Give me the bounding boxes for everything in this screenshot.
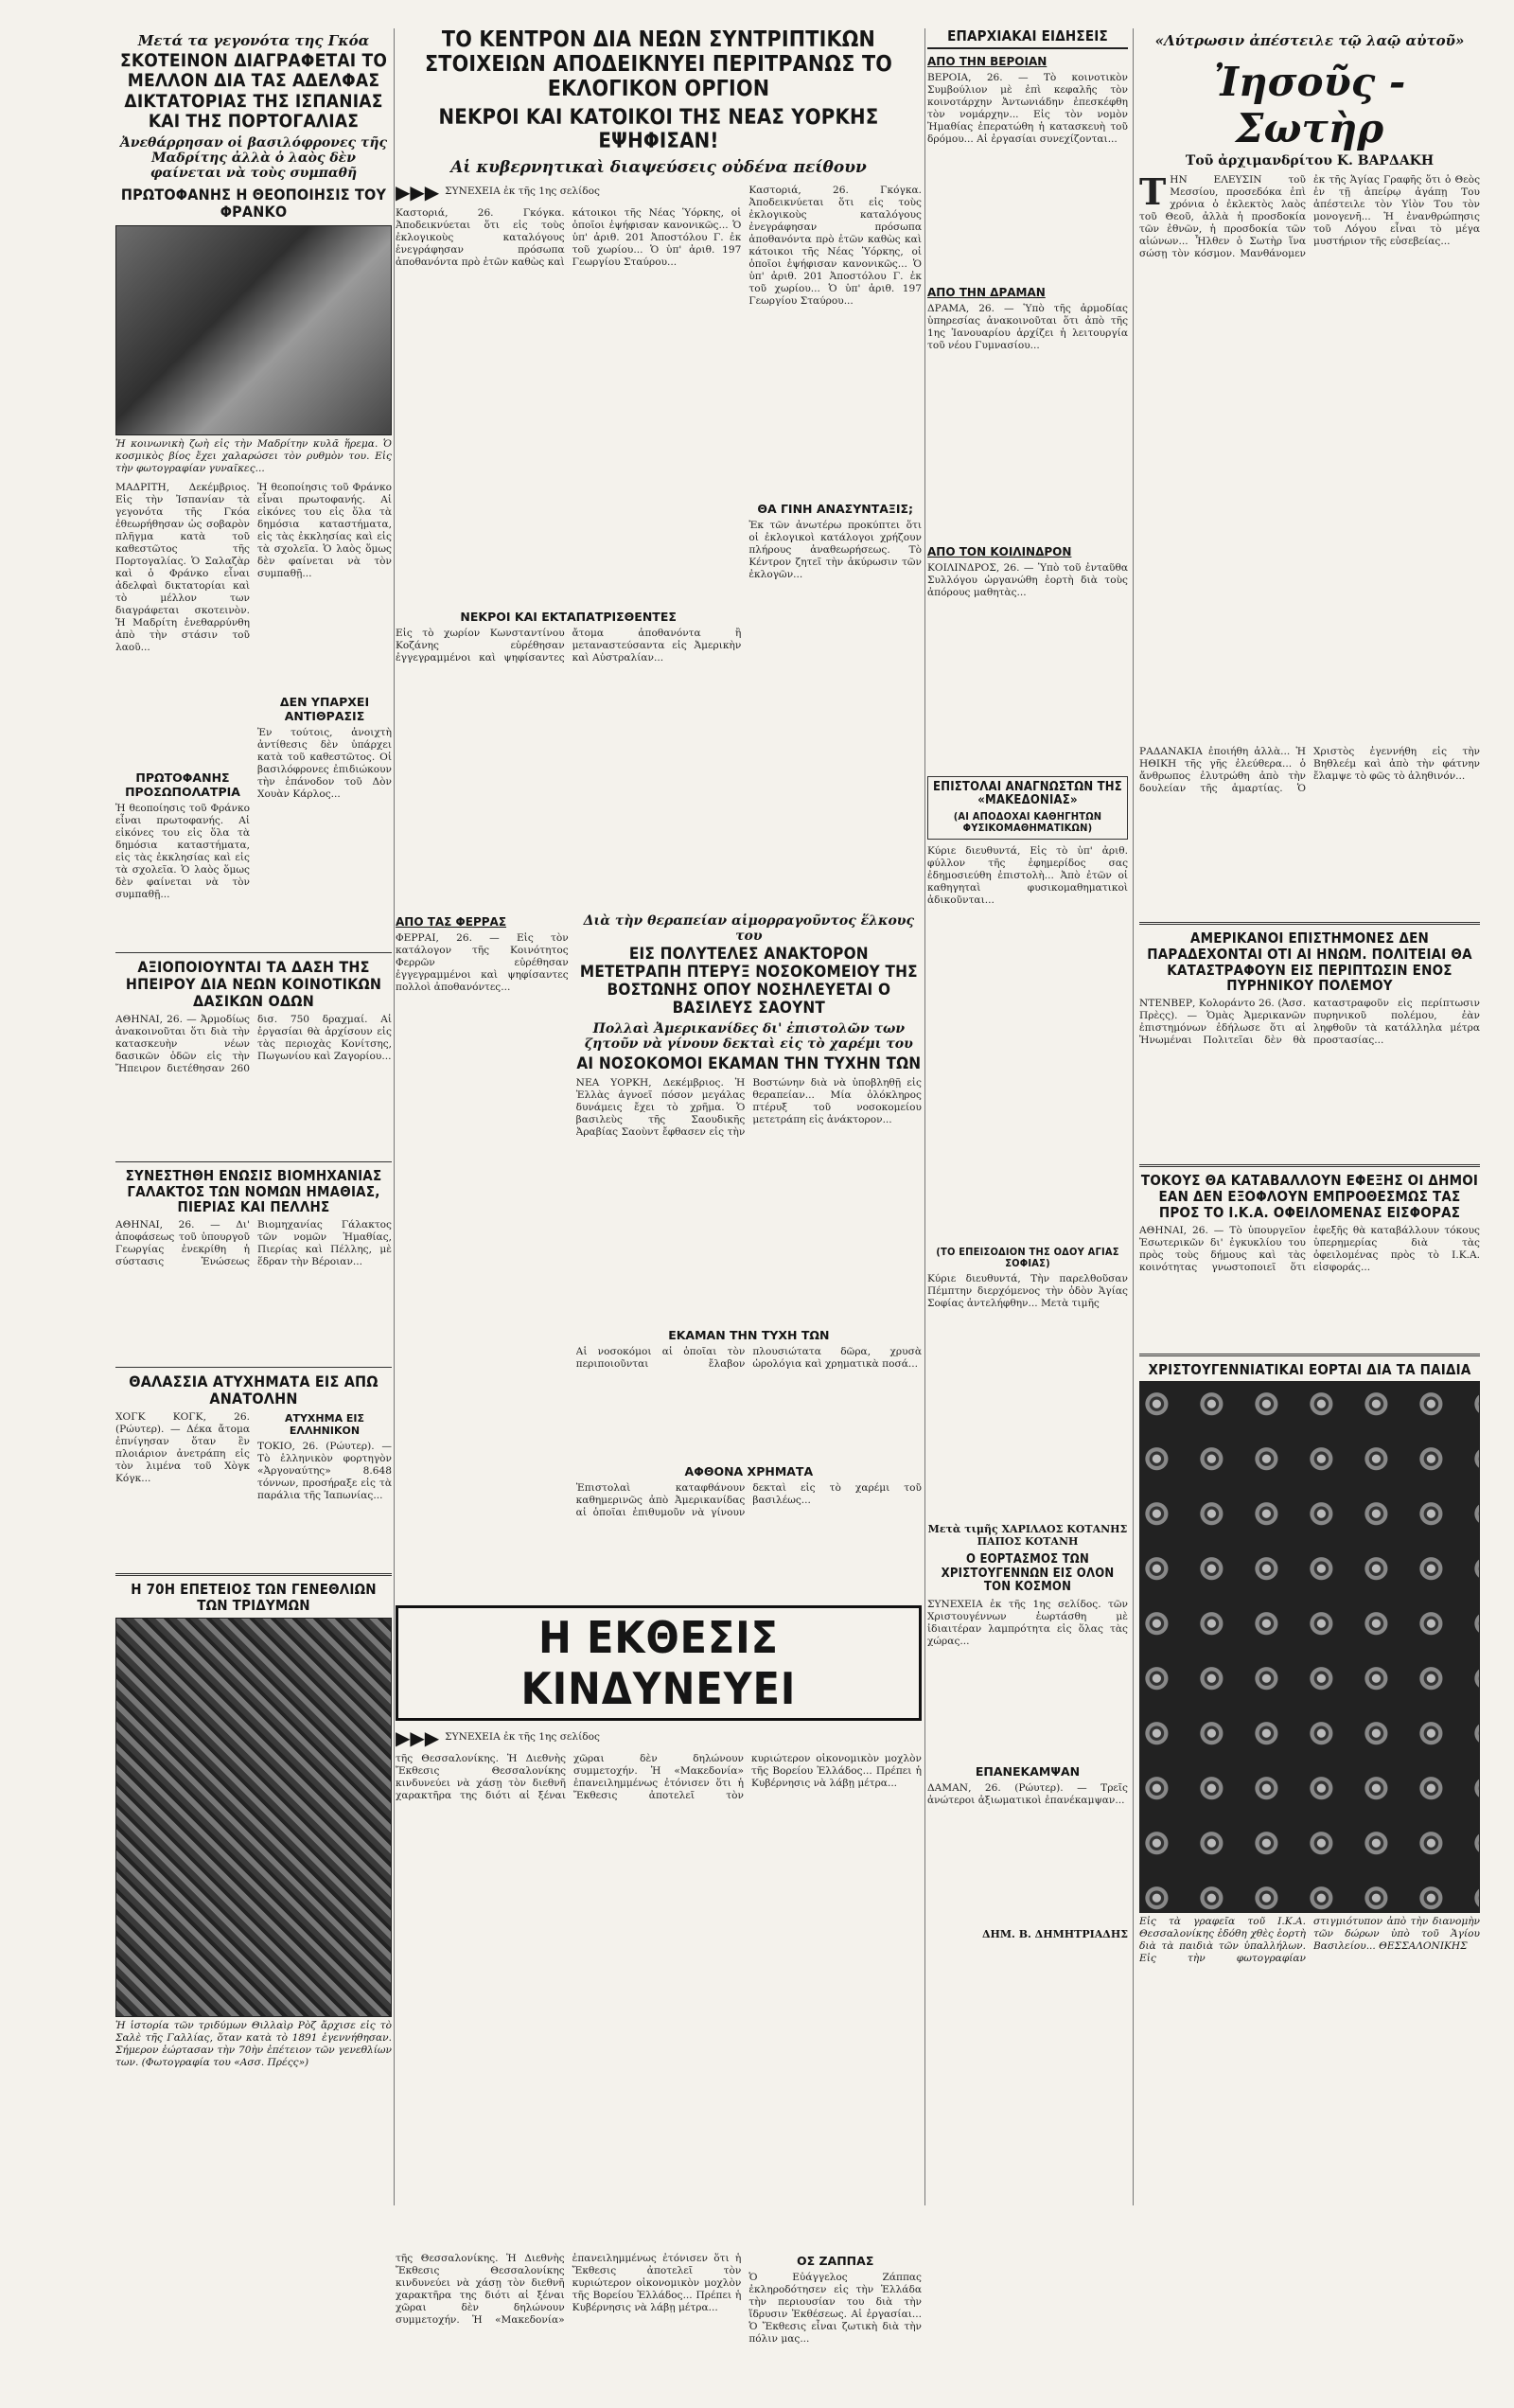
sermon-body — [1139, 174, 1480, 742]
expo-body: τῆς Θεσσαλονίκης. Ἡ Διεθνὴς Ἔκθεσις Θεσσαλονίκης κινδυνεύει νὰ χάσῃ τὸν διεθνῆ χαρακτῆρα της διότι αἱ ξέναι χῶραι δὲν δηλώνουν συμμετοχήν. Ἡ «Μακεδονία» ἐπανειλημμένως ἐτόνισεν ὅτι ἡ Ἔκθεσις ἀποτελεῖ τὸν κυριώτερον οἰκονομικὸν μοχλὸν τῆς Βορείου Ἑλλάδος... Πρέπει ἡ Κυβέρνησις νὰ λάβῃ μέτρα... — [396, 1752, 922, 1801]
ferres-article — [396, 910, 569, 1600]
children-caption: Εἰς τὰ γραφεῖα τοῦ Ι.Κ.Α. Θεσσαλονίκης ἐδόθη χθὲς ἑορτὴ διὰ τὰ παιδιὰ τῶν ὑπαλλήλων. Εἰς τὴν φωτογραφίαν στιγμιότυπον ἀπὸ τὴν διανομὴν τῶν δώρων ὑπὸ τοῦ Ἁγίου Βασιλείου... ΘΕΣΣΑΛΟΝΙΚΗΣ — [1139, 1916, 1480, 1965]
saud-body: ΝΕΑ ΥΟΡΚΗ, Δεκέμβριος. Ἡ Ἑλλὰς ἀγνοεῖ πόσον μεγάλας δυνάμεις ἔχει τὸ χρῆμα. Ὁ βασιλεὺς τῆς Σαουδικῆς Ἀραβίας Σαοὺντ ἔφθασεν εἰς τὴν Βοστώνην διὰ νὰ ὑποβληθῇ εἰς θεραπείαν... Μία ὁλόκληρος πτέρυξ τοῦ νοσοκομείου μετετράπη εἰς ἀνάκτορον... — [575, 1076, 922, 1138]
dead-body: Εἰς τὸ χωρίον Κωνσταντίνου Κοζάνης εὑρέθησαν ἐγγεγραμμένοι καὶ ψηφίσαντες ἄτομα ἀποθανόντα ἢ μεταναστεύσαντα εἰς Ἀμερικὴν καὶ Αὐστραλίαν... — [396, 627, 742, 664]
money-body: Ἐπιστολαὶ καταφθάνουν καθημερινῶς ἀπὸ Ἀμερικανίδας αἱ ὁποῖαι ἐπιθυμοῦν νὰ γίνουν δεκταὶ εἰς τὸ χαρέμι τοῦ βασιλέως... — [575, 1481, 922, 1518]
saud-subhead: Πολλαὶ Ἀμερικανίδες δι' ἐπιστολῶν των ζητοῦν νὰ γίνουν δεκταὶ εἰς τὸ χαρέμι του — [584, 1020, 913, 1052]
children-party-photo — [1139, 1381, 1480, 1913]
tyche-headline: ΕΚΑΜΑΝ ΤΗΝ ΤΥΧΗ ΤΩΝ — [668, 1327, 830, 1342]
franco-subhead: Ἀνεθάρρησαν οἱ βασιλόφρονες τῆς Μαδρίτης ἀλλὰ ὁ λαὸς δὲν φαίνεται νὰ τοὺς συμπαθῆ — [119, 135, 388, 182]
triplets-photo — [115, 1618, 392, 2017]
expo-continued: ΣΥΝΕΧΕΙΑ ἐκ τῆς 1ης σελίδος — [445, 1731, 600, 1744]
xmas-world-headline: Ο ΕΟΡΤΑΣΜΟΣ ΤΩΝ ΧΡΙΣΤΟΥΓΕΝΝΩΝ ΕΙΣ ΟΛΟΝ ΤΟΝ ΚΟΣΜΟΝ — [941, 1552, 1115, 1595]
forests-headline: ΑΞΙΟΠΟΙΟΥΝΤΑΙ ΤΑ ΔΑΣΗ ΤΗΣ ΗΠΕΙΡΟΥ ΔΙΑ ΝΕΩΝ ΚΟΙΝΟΤΙΚΩΝ ΔΑΣΙΚΩΝ ΟΔΩΝ — [125, 958, 382, 1010]
column-4 — [1139, 28, 1480, 2032]
drama-body: ΔΡΑΜΑ, 26. — Ὑπὸ τῆς ἀρμοδίας ὑπηρεσίας ἀνακοινοῦται ὅτι ἀπὸ τῆς 1ης Ἰανουαρίου ἀρχίζει ἡ λειτουργία τοῦ νέου Γυμνασίου... — [927, 302, 1128, 351]
dead-headline: ΝΕΚΡΟΙ ΚΑΙ ΕΚΤΑΠΑΤΡΙΣΘΕΝΤΕΣ — [460, 609, 677, 624]
children-headline: ΧΡΙΣΤΟΥΓΕΝΝΙΑΤΙΚΑΙ ΕΟΡΤΑΙ ΔΙΑ ΤΑ ΠΑΙΔΙΑ — [1148, 1360, 1471, 1378]
franco-body: ΜΑΔΡΙΤΗ, Δεκέμβριος. Εἰς τὴν Ἰσπανίαν τὰ γεγονότα τῆς Γκόα ἐθεωρήθησαν ὡς σοβαρὸν πλῆγμα κατὰ τοῦ καθεστῶτος τῆς Πορτογαλίας. Ὁ Σαλαζὰρ καὶ ὁ Φράνκο εἶναι ἀδελφαὶ δικτατορίαι καὶ τὸ μέλλον των διαγράφεται σκοτεινὸν. Ἡ Μαδρίτη ἐνεθαρρύνθη ἀπὸ τὴν στάσιν τοῦ λαοῦ... — [115, 481, 250, 653]
reorganization-body: Ἐκ τῶν ἀνωτέρω προκύπτει ὅτι οἱ ἐκλογικοὶ κατάλογοι χρήζουν πλήρους ἀναθεωρήσεως. Τὸ Κέντρον ζητεῖ τὴν ἀκύρωσιν τῶν ἐκλογῶν... — [748, 519, 922, 580]
franco-photo-caption: Ἡ κοινωνικὴ ζωὴ εἰς τὴν Μαδρίτην κυλᾶ ἥρεμα. Ὁ κοσμικὸς βίος ἔχει χαλαρώσει τὸν ρυθμὸν του. Εἰς τὴν φωτογραφίαν γυναῖκες... — [115, 437, 392, 474]
road-body: Κύριε διευθυντά, Τὴν παρελθοῦσαν Πέμπτην διερχόμενος τὴν ὁδὸν Ἁγίας Σοφίας ἀντελήφθην... Μετὰ τιμῆς — [927, 1273, 1128, 1310]
letters-body: Κύριε διευθυντά, Εἰς τὸ ὑπ' ἀριθ. φύλλον τῆς ἐφημερίδος σας ἐδημοσιεύθη ἐπιστολὴ... Ἀπὸ ἐτῶν οἱ καθηγηταὶ φυσικομαθηματικοὶ ἀδικοῦνται... — [927, 844, 1128, 906]
elections-headline: ΤΟ ΚΕΝΤΡΟΝ ΔΙΑ ΝΕΩΝ ΣΥΝΤΡΙΠΤΙΚΩΝ ΣΤΟΙΧΕΙΩΝ ΑΠΟΔΕΙΚΝΥΕΙ ΠΕΡΙΤΡΑΝΩΣ ΤΟ ΕΚΛΟΓΙΚΟΝ ΟΡΓΙΟΝ — [424, 27, 893, 101]
continued-arrow-icon: ▶▶▶ — [396, 180, 440, 204]
drama-headline: ΑΠΟ ΤΗΝ ΔΡΑΜΑΝ — [927, 285, 1046, 299]
koilindro-headline: ΑΠΟ ΤΟΝ ΚΟΙΛΙΝΔΡΟΝ — [927, 544, 1072, 558]
divider — [1139, 922, 1480, 925]
provincial-news-title: ΕΠΑΡΧΙΑΚΑΙ ΕΙΔΗΣΕΙΣ — [927, 28, 1128, 49]
repatriated-body: ΔΑΜΑΝ, 26. (Ρώυτερ). — Τρεῖς ἀνώτεροι ἀξιωματικοὶ ἐπανέκαμψαν... — [927, 1781, 1128, 1806]
column-3 — [927, 28, 1128, 1944]
zappas-headline: ΟΣ ΖΑΠΠΑΣ — [796, 2253, 874, 2268]
sermon-title: Ἰησοῦς - Σωτὴρ — [1213, 59, 1406, 151]
sea-sub-headline: ΑΤΥΧΗΜΑ ΕΙΣ ΕΛΛΗΝΙΚΟΝ — [284, 1411, 365, 1437]
sermon-body-text: ΗΝ ΕΛΕΥΣΙΝ τοῦ Μεσσίου, προσεδόκα ἐπὶ χρόνια ὁ ἐκλεκτὸς λαὸς τοῦ Θεοῦ, ἀλλὰ ἡ προσδοκία τῶν ἐθνῶν, ἡ προσδοκία τῶν αἰώνων... Ἦλθεν ὁ Σωτὴρ ἵνα σώσῃ τὸν κόσμον. Μανθάνομεν ἐκ τῆς Ἁγίας Γραφῆς ὅτι ὁ Θεὸς ἐν τῇ ἀπείρῳ ἀγάπῃ Του ἀπέστειλε τὸν Υἱὸν Του τὸν μονογενῆ... Ἡ ἐνανθρώπησις τοῦ Λόγου εἶναι τὸ μέγα μυστήριον τῆς εὐσεβείας... — [1139, 174, 1480, 259]
sermon-kicker: «Λύτρωσιν ἀπέστειλε τῷ λαῷ αὐτοῦ» — [1154, 32, 1465, 49]
saud-article — [576, 910, 922, 1600]
franco-section-headline: ΠΡΩΤΟΦΑΝΗΣ Η ΘΕΟΠΟΙΗΣΙΣ ΤΟΥ ΦΡΑΝΚΟ — [120, 186, 387, 221]
column-2 — [396, 28, 922, 2408]
divider — [115, 1161, 392, 1162]
dropcap: Τ — [1139, 174, 1167, 213]
madrid-photo — [115, 225, 392, 435]
koilindro-body: ΚΟΙΛΙΝΔΡΟΣ, 26. — Ὑπὸ τοῦ ἐνταῦθα Συλλόγου ὠργανώθη ἑορτὴ διὰ τοὺς ἀπόρους μαθητὰς... — [927, 561, 1128, 598]
divider — [1139, 1164, 1480, 1167]
franco-kicker: Μετά τα γεγονότα της Γκόα — [137, 32, 370, 49]
continued-arrow-icon: ▶▶▶ — [396, 1726, 440, 1749]
letters-headline: ΕΠΙΣΤΟΛΑΙ ΑΝΑΓΝΩΣΤΩΝ ΤΗΣ «ΜΑΚΕΔΟΝΙΑΣ» — [933, 779, 1122, 808]
veria-headline: ΑΠΟ ΤΗΝ ΒΕΡΟΙΑΝ — [927, 54, 1047, 68]
reorganization-headline: ΘΑ ΓΙΝΗ ΑΝΑΣΥΝΤΑΞΙΣ; — [757, 501, 914, 516]
tyche-body: Αἱ νοσοκόμοι αἱ ὁποῖαι τὸν περιποιοῦνται ἔλαβον πλουσιώτατα δῶρα, χρυσὰ ὡρολόγια καὶ χρηματικὰ ποσά... — [575, 1345, 922, 1370]
franco-headline: ΣΚΟΤΕΙΝΟΝ ΔΙΑΓΡΑΦΕΤΑΙ ΤΟ ΜΕΛΛΟΝ ΔΙΑ ΤΑΣ ΑΔΕΛΦΑΣ ΔΙΚΤΑΤΟΡΙΑΣ ΤΗΣ ΙΣΠΑΝΙΑΣ ΚΑΙ ΤΗΣ ΠΟΡΤΟΓΑΛΙΑΣ — [119, 50, 388, 132]
column-1 — [115, 28, 392, 967]
divider — [1139, 1354, 1480, 1356]
column-rule — [1133, 28, 1134, 2205]
repatriated-headline: ΕΠΑΝΕΚΑΜΨΑΝ — [975, 1763, 1081, 1779]
column-rule — [924, 28, 925, 2205]
americans-headline: ΑΜΕΡΙΚΑΝΟΙ ΕΠΙΣΤΗΜΟΝΕΣ ΔΕΝ ΠΑΡΑΔΕΧΟΝΤΑΙ ΟΤΙ ΑΙ ΗΝΩΜ. ΠΟΛΙΤΕΙΑΙ ΘΑ ΚΑΤΑΣΤΡΑΦΟΥΝ ΕΙΣ ΠΕΡΙΠΤΩΣΙΝ ΕΝΟΣ ΠΥΡΗΝΙΚΟΥ ΠΟΛΕΜΟΥ — [1147, 930, 1472, 995]
letters-box — [927, 776, 1128, 840]
elections-continued: ΣΥΝΕΧΕΙΑ ἐκ τῆς 1ης σελίδος — [445, 186, 600, 197]
divider — [115, 1367, 392, 1368]
xmas-world-body: ΣΥΝΕΧΕΙΑ ἐκ τῆς 1ης σελίδος. τῶν Χριστουγέννων ἑωρτάσθη μὲ ἰδιαιτέραν λαμπρότητα εἰς ὅλας τὰς χώρας... — [927, 1598, 1128, 1647]
letters-subhead: (ΑΙ ΑΠΟΔΟΧΑΙ ΚΑΘΗΓΗΤΩΝ ΦΥΣΙΚΟΜΑΘΗΜΑΤΙΚΩΝ) — [953, 809, 1102, 835]
franco-body-continued: Ἡ θεοποίησις τοῦ Φράνκο εἶναι πρωτοφανής. Αἱ εἰκόνες του εἰς ὅλα τὰ δημόσια καταστήματα, εἰς τὰς ἐκκλησίας καὶ εἰς τὰ σχολεῖα. Ὁ λαὸς ὅμως δὲν φαίνεται νὰ τὸν συμπαθῇ... — [257, 481, 392, 579]
divider — [115, 952, 392, 953]
americans-body: ΝΤΕΝΒΕΡ, Κολοράντο 26. (Ἀσσ. Πρὲςς). — Ὁμὰς Ἀμερικανῶν ἐπιστημόνων ἐδήλωσε ὅτι αἱ Ἡνωμέναι Πολιτεῖαι δὲν θὰ καταστραφοῦν εἰς περίπτωσιν πυρηνικοῦ πολέμου, ἐὰν ληφθοῦν τὰ κατάλληλα μέτρα προστασίας... — [1139, 998, 1480, 1047]
forests-article — [115, 947, 392, 2127]
interest-body: ΑΘΗΝΑΙ, 26. — Τὸ ὑπουργεῖον Ἐσωτερικῶν δι' ἐγκυκλίου του πρὸς τοὺς δήμους καὶ τὰς κοινότητας γνωστοποιεῖ ὅτι ἐφεξῆς θὰ καταβάλλουν τόκους ὑπερημερίας διὰ τὰς ὀφειλομένας πρὸς τὸ Ι.Κ.Α. εἰσφοράς... — [1139, 1224, 1480, 1273]
milk-body: ΑΘΗΝΑΙ, 26. — Δι' ἀποφάσεως τοῦ ὑπουργοῦ Γεωργίας ἐνεκρίθη ἡ σύστασις Ἑνώσεως Βιομηχανίας Γάλακτος τῶν νομῶν Ἠμαθίας, Πιερίας καὶ Πέλλης, μὲ ἕδραν τὴν Βέροιαν... — [115, 1219, 392, 1268]
interest-headline: ΤΟΚΟΥΣ ΘΑ ΚΑΤΑΒΑΛΛΟΥΝ ΕΦΕΞΗΣ ΟΙ ΔΗΜΟΙ ΕΑΝ ΔΕΝ ΕΞΟΦΛΟΥΝ ΕΜΠΡΟΘΕΣΜΩΣ ΤΑΣ ΠΡΟΣ ΤΟ Ι.Κ.Α. ΟΦΕΙΛΟΜΕΝΑΣ ΕΙΣΦΟΡΑΣ — [1140, 1172, 1479, 1221]
sermon-body-2: ΡΑΔΑΝΑΚΙΑ ἐποιήθη ἀλλὰ... Ἡ ΗΘΙΚΗ τῆς γῆς ἐλεύθερα... ὁ ἄνθρωπος ἐλυτρώθη ἀπὸ τὴν δουλείαν τῆς ἁμαρτίας. Ὁ Χριστὸς ἐγεννήθη εἰς τὴν Βηθλεέμ καὶ ἀπὸ τὴν φάτνην ἔλαμψε τὸ φῶς τὸ ἀληθινόν... — [1139, 746, 1480, 794]
franco-right-body: Ἐν τούτοις, ἀνοιχτὴ ἀντίθεσις δὲν ὑπάρχει κατὰ τοῦ καθεστῶτος. Οἱ βασιλόφρονες ἐπιδιώκουν τὴν ἐπάνοδον τοῦ Δὸν Χουὰν Κάρλος... — [257, 726, 392, 800]
divider — [115, 1573, 392, 1576]
sea-body: ΧΟΓΚ ΚΟΓΚ, 26. (Ρώυτερ). — Δέκα ἄτομα ἐπνίγησαν ὅταν ἓν πλοιάριον ἀνετράπη εἰς τὸν λιμένα τοῦ Χὸγκ Κόγκ... — [115, 1410, 250, 1484]
triplets-headline: Η 70Η ΕΠΕΤΕΙΟΣ ΤΩΝ ΓΕΝΕΘΛΙΩΝ ΤΩΝ ΤΡΙΔΥΜΩΝ — [131, 1580, 377, 1614]
triplets-caption: Ἡ ἱστορία τῶν τριδύμων Θιλλαὶρ Ρὸζ ἄρχισε εἰς τὸ Σαλὲ τῆς Γαλλίας, ὅταν κατὰ τὸ 1891 ἐγεννήθησαν. Σήμερον ἑώρτασαν τὴν 70ὴν ἐπέτειον τῶν γενεθλίων των. (Φωτογραφία του «Ασσ. Πρέςς») — [115, 2019, 392, 2068]
expo-banner: Η ΕΚΘΕΣΙΣ ΚΙΝΔΥΝΕΥΕΙ — [396, 1605, 922, 1721]
letters-signature: Μετὰ τιμῆς ΧΑΡΙΛΑΟΣ ΚΟΤΑΝΗΣ ΠΑΠΟΣ ΚΟΤΑΝΗ — [927, 1523, 1128, 1549]
sea-sub-body: ΤΟΚΙΟ, 26. (Ρώυτερ). — Τὸ ἑλληνικὸν φορτηγὸν «Ἀργοναύτης» 8.648 τόννων, προσήραξε εἰς τὰ παράλια τῆς Ἰαπωνίας... — [257, 1440, 392, 1501]
column-rule — [394, 28, 395, 2205]
zappas-body: Ὁ Εὐάγγελος Ζάππας ἐκληροδότησεν εἰς τὴν Ἑλλάδα τὴν περιουσίαν του διὰ τὴν ἵδρυσιν Ἐκθέσεως. Αἱ ἐργασίαι... Ὁ Ἔκθεσις εἶναι ζωτικὴ διὰ τὴν πόλιν μας... — [748, 2271, 922, 2345]
elections-subhead: Αἱ κυβερνητικαὶ διαψεύσεις οὐδένα πείθουν — [450, 157, 867, 177]
money-headline: ΑΦΘΟΝΑ ΧΡΗΜΑΤΑ — [684, 1463, 814, 1478]
road-headline: (ΤΟ ΕΠΕΙΣΟΔΙΟΝ ΤΗΣ ΟΔΟΥ ΑΓΙΑΣ ΣΟΦΙΑΣ) — [936, 1245, 1119, 1269]
sermon-author: Τοῦ ἀρχιμανδρίτου Κ. ΒΑΡΔΑΚΗ — [1185, 153, 1435, 168]
milk-headline: ΣΥΝΕΣΤΗΘΗ ΕΝΩΣΙΣ ΒΙΟΜΗΧΑΝΙΑΣ ΓΑΛΑΚΤΟΣ ΤΩΝ ΝΟΜΩΝ ΗΜΑΘΙΑΣ, ΠΙΕΡΙΑΣ ΚΑΙ ΠΕΛΛΗΣ — [125, 1166, 382, 1216]
franco-body-2: Ἡ θεοποίησις τοῦ Φράνκο εἶναι πρωτοφανής. Αἱ εἰκόνες του εἰς ὅλα τὰ δημόσια καταστήματα, εἰς τὰς ἐκκλησίας καὶ εἰς τὰ σχολεῖα. Ὁ λαὸς ὅμως δὲν φαίνεται νὰ τὸν συμπαθῇ... — [115, 802, 250, 900]
forests-body: ΑΘΗΝΑΙ, 26. — Ἀρμοδίως ἀνακοινοῦται ὅτι διὰ τὴν κατασκευὴν νέων δασικῶν ὁδῶν εἰς τὴν Ἤπειρον διετέθησαν 260 δισ. 750 δραχμαί. Αἱ ἐργασίαι θὰ ἀρχίσουν εἰς τὰς περιοχὰς Κονίτσης, Πωγωνίου καὶ Ζαγορίου... — [115, 1013, 392, 1074]
ferres-headline: ΑΠΟ ΤΑΣ ΦΕΡΡΑΣ — [396, 914, 507, 929]
saud-kicker: Διὰ τὴν θεραπείαν αἱμορραγοῦντος ἕλκους του — [583, 912, 915, 944]
ferres-body: ΦΕΡΡΑΙ, 26. — Εἰς τὸν κατάλογον τῆς Κοινότητος Φερρῶν εὑρέθησαν ἐγγεγραμμένοι καὶ ψηφίσαντες πολλοὶ ἀποθανόντες... — [396, 931, 569, 993]
elections-side-body: Καστοριά, 26. Γκόγκα. Ἀποδεικνύεται ὅτι εἰς τοὺς ἐκλογικοὺς καταλόγους ἐνεγράφησαν πρόσωπα ἀποθανόντα πρὸ ἐτῶν καθὼς καὶ κάτοικοι τῆς Νέας Ὑόρκης, οἱ ὁποῖοι ἐψήφισαν κανονικῶς... Ὁ ὑπ' ἀριθ. 201 Ἀποστόλου Γ. ἐκ τοῦ χωρίου... Ὁ ὑπ' ἀριθ. 197 Γεωργίου Σταύρου... — [748, 184, 922, 307]
saud-headline-2: ΑΙ ΝΟΣΟΚΟΜΟΙ ΕΚΑΜΑΝ ΤΗΝ ΤΥΧΗΝ ΤΩΝ — [576, 1054, 922, 1073]
elections-headline-2: ΝΕΚΡΟΙ ΚΑΙ ΚΑΤΟΙΚΟΙ ΤΗΣ ΝΕΑΣ ΥΟΡΚΗΣ ΕΨΗΦΙΣΑΝ! — [438, 106, 879, 153]
expo-body-2: τῆς Θεσσαλονίκης. Ἡ Διεθνὴς Ἔκθεσις Θεσσαλονίκης κινδυνεύει νὰ χάσῃ τὸν διεθνῆ χαρακτῆρα της διότι αἱ ξέναι χῶραι δὲν δηλώνουν συμμετοχήν. Ἡ «Μακεδονία» ἐπανειλημμένως ἐτόνισεν ὅτι ἡ Ἔκθεσις ἀποτελεῖ τὸν κυριώτερον οἰκονομικὸν μοχλὸν τῆς Βορείου Ἑλλάδος... Πρέπει ἡ Κυβέρνησις νὰ λάβῃ μέτρα... — [396, 2252, 742, 2326]
expo-signature: ΔΗΜ. Β. ΔΗΜΗΤΡΙΑΔΗΣ — [981, 1927, 1128, 1940]
elections-body: Καστοριά, 26. Γκόγκα. Ἀποδεικνύεται ὅτι εἰς τοὺς ἐκλογικοὺς καταλόγους ἐνεγράφησαν πρόσωπα ἀποθανόντα πρὸ ἐτῶν καθὼς καὶ κάτοικοι τῆς Νέας Ὑόρκης, οἱ ὁποῖοι ἐψήφισαν κανονικῶς... Ὁ ὑπ' ἀριθ. 201 Ἀποστόλου Γ. ἐκ τοῦ χωρίου... Ὁ ὑπ' ἀριθ. 197 Γεωργίου Σταύρου... — [396, 206, 742, 268]
saud-headline: ΕΙΣ ΠΟΛΥΤΕΛΕΣ ΑΝΑΚΤΟΡΟΝ ΜΕΤΕΤΡΑΠΗ ΠΤΕΡΥΞ ΝΟΣΟΚΟΜΕΙΟΥ ΤΗΣ ΒΟΣΤΩΝΗΣ ΟΠΟΥ ΝΟΣΗΛΕΥΕΤΑΙ Ο ΒΑΣΙΛΕΥΣ ΣΑΟΥΝΤ — [579, 944, 918, 1018]
sea-headline: ΘΑΛΑΣΣΙΑ ΑΤΥΧΗΜΑΤΑ ΕΙΣ ΑΠΩ ΑΝΑΤΟΛΗΝ — [129, 1372, 378, 1408]
veria-body: ΒΕΡΟΙΑ, 26. — Τὸ κοινοτικὸν Συμβούλιον μὲ ἐπὶ κεφαλῆς τὸν κοινοτάρχην Ἀντωνιάδην ἐπεσκέφθη τὸν νομάρχην... Εἰς τὸν νομὸν Ἠμαθίας ἐπερατώθη ἡ κατασκευὴ τοῦ δρόμου... Αἱ ἐργασίαι συνεχίζονται... — [927, 71, 1128, 145]
franco-right-headline: ΔΕΝ ΥΠΑΡΧΕΙ ΑΝΤΙΘΡΑΣΙΣ — [279, 694, 370, 723]
franco-body-headline-2: ΠΡΩΤΟΦΑΝΗΣ ΠΡΟΣΩΠΟΛΑΤΡΙΑ — [125, 770, 240, 799]
